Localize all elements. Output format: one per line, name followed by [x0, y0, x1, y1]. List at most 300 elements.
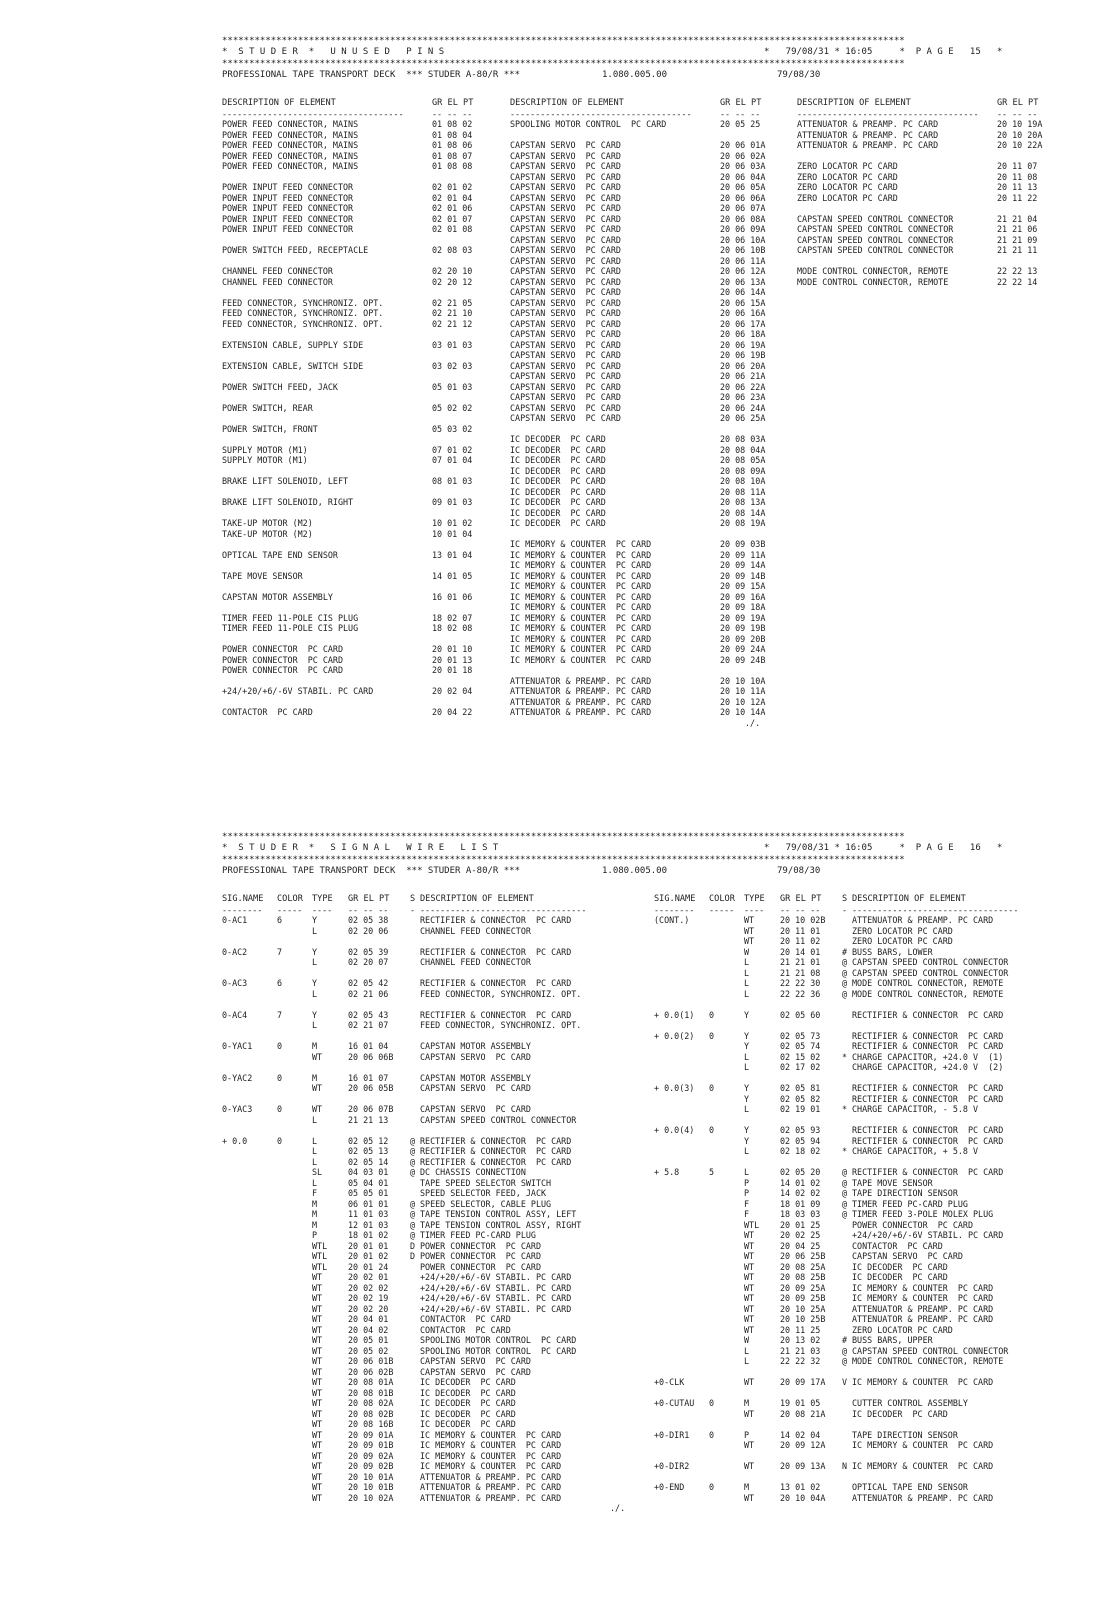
wire-row [654, 999, 1104, 1010]
pin-row [510, 497, 790, 508]
element-description: IC MEMORY & COUNTER PC CARD [510, 602, 652, 612]
wire-type: WT [744, 1492, 755, 1503]
element-description: +24/+20/+6/-6V STABIL. PC CARD [420, 1282, 572, 1293]
pin-row [222, 592, 492, 603]
signal-name: 0-YAC1 [222, 1041, 253, 1051]
wire-type: M [312, 1209, 318, 1219]
wire-type: WT [312, 1492, 323, 1503]
element-description: TAPE MOVE SENSOR [852, 1177, 933, 1188]
element-description: CAPSTAN SPEED CONTROL CONNECTOR [852, 1345, 1009, 1356]
element-description: IC DECODER PC CARD [420, 1398, 516, 1408]
pin-row [222, 277, 492, 288]
wire-type: WT [312, 1356, 323, 1366]
wire-type: L [744, 1051, 750, 1062]
pin-row [510, 602, 790, 613]
wire-type: WT [312, 1303, 323, 1314]
group-element-pin: 05 01 03 [432, 381, 473, 392]
signal-name: +0-DIR2 [654, 1461, 690, 1471]
group-element-pin: 02 21 06 [348, 988, 389, 999]
pin-row [222, 245, 492, 256]
continued-row [510, 718, 790, 729]
element-description: IC DECODER PC CARD [510, 476, 606, 486]
group-element-pin: 16 01 04 [348, 1041, 389, 1051]
pin-row [797, 266, 1097, 277]
wire-row [222, 1304, 672, 1315]
element-description: IC DECODER PC CARD [510, 444, 606, 455]
element-description: RECTIFIER & CONNECTOR PC CARD [852, 1125, 1004, 1135]
group-element-pin: 20 06 01A [720, 140, 766, 150]
group-element-pin: 02 05 42 [348, 978, 389, 988]
header-s: S [842, 894, 848, 904]
element-description: IC MEMORY & COUNTER PC CARD [510, 549, 652, 560]
element-description: IC DECODER PC CARD [420, 1419, 516, 1429]
element-description: CAPSTAN SERVO PC CARD [510, 182, 621, 192]
wire-row [222, 1251, 672, 1262]
signal-name: + 0.0(4) [654, 1125, 695, 1135]
wire-row [654, 1188, 1104, 1199]
pin-row [510, 245, 790, 256]
group-element-pin: 20 04 02 [348, 1324, 389, 1335]
element-description: IC MEMORY & COUNTER PC CARD [510, 581, 652, 591]
group-element-pin: 20 09 03B [720, 539, 766, 549]
element-description: CONTACTOR PC CARD [420, 1314, 511, 1324]
element-description: RECTIFIER & CONNECTOR PC CARD [852, 1167, 1004, 1177]
group-element-pin: 20 08 25A [780, 1261, 826, 1272]
group-element-pin: 20 04 22 [432, 707, 473, 717]
group-element-pin: 20 08 01A [348, 1377, 394, 1387]
group-element-pin: 20 06 19B [720, 350, 766, 360]
element-description: IC DECODER PC CARD [420, 1408, 516, 1419]
element-description: SPOOLING MOTOR CONTROL PC CARD [420, 1345, 577, 1356]
pin-row [510, 382, 790, 393]
element-description: IC DECODER PC CARD [510, 518, 606, 528]
element-description: CAPSTAN SPEED CONTROL CONNECTOR [797, 245, 954, 255]
group-element-pin: 01 08 07 [432, 150, 473, 161]
header-rule: ---- [312, 904, 333, 915]
page-stamp: * 79/08/31 * 16:05 * P A G E 15 * [764, 47, 1003, 57]
column-header [797, 98, 1097, 109]
group-element-pin: 20 11 07 [997, 161, 1038, 171]
header-description: DESCRIPTION OF ELEMENT [420, 894, 534, 904]
wire-type: Y [312, 978, 318, 988]
group-element-pin: 04 03 01 [348, 1167, 389, 1177]
element-description: CAPSTAN SERVO PC CARD [510, 381, 621, 392]
continued-mark: ./. [745, 717, 761, 728]
group-element-pin: 20 06 07B [348, 1104, 394, 1114]
signal-name: +0-CLK [654, 1377, 685, 1387]
group-element-pin: 20 11 25 [780, 1324, 821, 1335]
group-element-pin: 20 01 24 [348, 1261, 389, 1272]
group-element-pin: 20 06 10B [720, 245, 766, 255]
group-element-pin: 22 22 36 [780, 988, 821, 999]
wire-row [654, 1146, 1104, 1157]
wire-type: WT [744, 1408, 755, 1419]
element-description: +24/+20/+6/-6V STABIL. PC CARD [420, 1293, 572, 1303]
wire-row [654, 1251, 1104, 1262]
element-description: RECTIFIER & CONNECTOR PC CARD [420, 1135, 572, 1146]
wire-row [222, 1031, 672, 1042]
pin-row [222, 256, 492, 267]
status-flag: @ [410, 1219, 416, 1230]
group-element-pin: 02 08 03 [432, 245, 473, 255]
signal-name: 0-AC1 [222, 915, 248, 925]
element-description: CAPSTAN SPEED CONTROL CONNECTOR [797, 234, 954, 245]
group-element-pin: 02 15 02 [780, 1051, 821, 1062]
document-date: 79/08/30 [777, 70, 821, 80]
page-stamp: * 79/08/31 * 16:05 * P A G E 16 * [764, 843, 1003, 853]
group-element-pin: 20 04 01 [348, 1314, 389, 1324]
star-border-bottom: ****************************************************************************************************************************** [222, 855, 905, 865]
element-description: ATTENUATOR & PREAMP. PC CARD [510, 696, 652, 707]
wire-type: L [744, 978, 750, 988]
group-element-pin: 02 21 07 [348, 1020, 389, 1030]
group-element-pin: 20 09 24B [720, 654, 766, 665]
pin-row [222, 476, 492, 487]
element-description: CONTACTOR PC CARD [420, 1324, 511, 1335]
pin-row [510, 424, 790, 435]
status-flag: @ [410, 1156, 416, 1167]
wire-type: WT [312, 1324, 323, 1335]
element-description: EXTENSION CABLE, SUPPLY SIDE [222, 339, 364, 350]
element-description: IC MEMORY & COUNTER PC CARD [852, 1377, 994, 1387]
wire-type: WT [744, 1272, 755, 1282]
header-description: DESCRIPTION OF ELEMENT [852, 894, 966, 904]
element-description: CHARGE CAPACITOR, - 5.8 V [852, 1104, 979, 1114]
group-element-pin: 20 09 15A [720, 581, 766, 591]
pin-row [222, 655, 492, 666]
header-description: DESCRIPTION OF ELEMENT [510, 98, 624, 108]
pin-row [510, 119, 790, 130]
header-rule: ------------------------------------ [510, 108, 692, 119]
element-description: IC DECODER PC CARD [420, 1377, 516, 1387]
wire-type: WT [312, 1408, 323, 1419]
wire-type: F [744, 1198, 750, 1209]
group-element-pin: 05 04 01 [348, 1177, 389, 1188]
pin-row [510, 130, 790, 141]
wire-type: M [312, 1198, 318, 1209]
group-element-pin: 20 06 06B [348, 1051, 394, 1062]
wire-row [222, 1346, 672, 1357]
element-description: OPTICAL TAPE END SENSOR [222, 549, 338, 560]
wire-type: WT [744, 1230, 755, 1240]
pin-row [797, 140, 1097, 151]
wire-row [222, 1073, 672, 1084]
element-description: CAPSTAN SERVO PC CARD [510, 224, 621, 234]
wire-row [654, 1367, 1104, 1378]
element-description: IC MEMORY & COUNTER PC CARD [510, 644, 652, 654]
pin-row [222, 172, 492, 183]
wire-row [654, 926, 1104, 937]
pin-row [222, 130, 492, 141]
wire-row [222, 1388, 672, 1399]
group-element-pin: 02 01 06 [432, 203, 473, 213]
group-element-pin: 18 01 02 [348, 1230, 389, 1240]
wire-type: L [744, 967, 750, 978]
element-description: ZERO LOCATOR PC CARD [852, 1324, 953, 1335]
pin-row [222, 329, 492, 340]
star-border-bottom: ****************************************************************************************************************************** [222, 59, 905, 69]
group-element-pin: 20 08 01B [348, 1387, 394, 1398]
wire-row [222, 1062, 672, 1073]
element-description: BUSS BARS, UPPER [852, 1335, 933, 1345]
element-description: FEED CONNECTOR, SYNCHRONIZ. OPT. [420, 1020, 582, 1030]
element-description: CAPSTAN SERVO PC CARD [510, 392, 621, 402]
pin-row [222, 634, 492, 645]
wire-row [654, 1083, 1104, 1094]
pin-row [510, 350, 790, 361]
wire-row [654, 1346, 1104, 1357]
group-element-pin: 20 10 01B [348, 1482, 394, 1492]
element-description: CAPSTAN SERVO PC CARD [510, 161, 621, 171]
wire-type: WT [312, 1293, 323, 1303]
group-element-pin: 08 01 03 [432, 476, 473, 486]
element-description: POWER SWITCH, FRONT [222, 423, 318, 434]
pin-row [510, 707, 790, 718]
wire-row [654, 1482, 1104, 1493]
element-description: RECTIFIER & CONNECTOR PC CARD [852, 1041, 1004, 1051]
group-element-pin: 01 08 08 [432, 161, 473, 171]
element-description: TAKE-UP MOTOR (M2) [222, 528, 313, 539]
wire-type: Y [744, 1009, 750, 1020]
pin-row [510, 224, 790, 235]
element-description: IC DECODER PC CARD [852, 1261, 948, 1272]
status-flag: D [410, 1240, 416, 1251]
wire-row [222, 1409, 672, 1420]
header-gr-el-pt: GR EL PT [780, 894, 822, 904]
header-rule-row [797, 109, 1097, 120]
pin-row [222, 497, 492, 508]
pin-row [222, 214, 492, 225]
wire-row [654, 1493, 1104, 1504]
status-flag: @ [842, 1209, 848, 1219]
pin-row [222, 508, 492, 519]
pin-row [222, 571, 492, 582]
page-title: * S T U D E R * U N U S E D P I N S [222, 47, 445, 57]
group-element-pin: 20 08 02B [348, 1408, 394, 1419]
wire-row [654, 1304, 1104, 1315]
wire-row [222, 999, 672, 1010]
wire-row [222, 957, 672, 968]
group-element-pin: 20 10 02B [780, 915, 826, 925]
group-element-pin: 22 22 32 [780, 1356, 821, 1366]
pin-row [222, 382, 492, 393]
group-element-pin: 20 09 25B [780, 1293, 826, 1303]
group-element-pin: 02 01 08 [432, 224, 473, 234]
wire-type: Y [744, 1030, 750, 1041]
pin-row [222, 455, 492, 466]
element-description: SUPPLY MOTOR (M1) [222, 455, 308, 465]
group-element-pin: 20 04 25 [780, 1240, 821, 1251]
element-description: ZERO LOCATOR PC CARD [797, 171, 898, 182]
element-description: +24/+20/+6/-6V STABIL. PC CARD [852, 1230, 1004, 1240]
wire-type: WT [312, 1387, 323, 1398]
element-description: RECTIFIER & CONNECTOR PC CARD [852, 1009, 1004, 1020]
group-element-pin: 02 05 73 [780, 1030, 821, 1041]
wire-row [654, 1052, 1104, 1063]
group-element-pin: 20 08 16B [348, 1419, 394, 1429]
pin-row [510, 277, 790, 288]
page-15-unused-pins [222, 36, 1104, 728]
wire-row [222, 1104, 672, 1115]
group-element-pin: 20 06 07A [720, 203, 766, 213]
element-description: TAPE TENSION CONTROL ASSY, RIGHT [420, 1219, 582, 1230]
signal-name: 0-AC3 [222, 978, 248, 988]
pin-row [797, 119, 1097, 130]
header-rule: ------------------------------------ [222, 108, 404, 119]
element-description: ZERO LOCATOR PC CARD [797, 192, 898, 203]
wire-row [654, 1178, 1104, 1189]
wire-color: 0 [277, 1041, 283, 1051]
pin-row [222, 403, 492, 414]
wire-color: 0 [709, 1125, 715, 1135]
signal-name: 0-AC2 [222, 946, 248, 957]
pin-row [222, 434, 492, 445]
group-element-pin: 20 06 08A [720, 213, 766, 224]
element-description: IC MEMORY & COUNTER PC CARD [510, 560, 652, 570]
group-element-pin: 20 08 11A [720, 486, 766, 497]
group-element-pin: 21 21 06 [997, 224, 1038, 234]
signal-name: +0-END [654, 1482, 685, 1492]
status-flag: V [842, 1377, 848, 1387]
wire-row [654, 1041, 1104, 1052]
group-element-pin: 20 09 01B [348, 1440, 394, 1450]
pin-row [222, 518, 492, 529]
header-gr-el-pt: GR EL PT [997, 98, 1039, 108]
wire-type: L [744, 1104, 750, 1114]
pin-row [510, 466, 790, 477]
group-element-pin: 02 05 94 [780, 1135, 821, 1146]
wire-list-right [654, 894, 1104, 1503]
group-element-pin: 20 06 05B [348, 1083, 394, 1093]
wire-row [222, 1167, 672, 1178]
pin-row [510, 434, 790, 445]
wire-row [222, 1157, 672, 1168]
group-element-pin: 20 01 13 [432, 654, 473, 665]
continued-mark: ./. [610, 1503, 626, 1513]
header-rule: -- -- -- [997, 108, 1038, 119]
wire-type: WT [312, 1282, 323, 1293]
element-description: CAPSTAN SERVO PC CARD [510, 203, 621, 213]
status-flag: @ [410, 1146, 416, 1156]
wire-color: 5 [709, 1167, 715, 1177]
continued-row [222, 1503, 672, 1514]
element-description: IC MEMORY & COUNTER PC CARD [852, 1282, 994, 1293]
wire-type: WT [312, 1429, 323, 1440]
wire-row [222, 1010, 672, 1021]
wire-color: 0 [709, 1398, 715, 1408]
pin-row [510, 550, 790, 561]
element-description: MODE CONTROL CONNECTOR, REMOTE [852, 978, 1004, 988]
group-element-pin: 20 02 25 [780, 1230, 821, 1240]
wire-row [222, 1293, 672, 1304]
group-element-pin: 02 05 38 [348, 915, 389, 925]
pin-row [222, 466, 492, 477]
group-element-pin: 20 09 19A [720, 612, 766, 623]
element-description: ATTENUATOR & PREAMP. PC CARD [420, 1471, 562, 1482]
group-element-pin: 20 09 19B [720, 623, 766, 633]
pin-row [222, 371, 492, 382]
element-description: CAPSTAN SERVO PC CARD [510, 402, 621, 413]
element-description: IC DECODER PC CARD [852, 1272, 948, 1282]
wire-row [222, 1283, 672, 1294]
wire-row [654, 1461, 1104, 1472]
header-rule: ----- [709, 904, 735, 915]
wire-type: L [312, 1135, 318, 1146]
group-element-pin: 20 13 02 [780, 1335, 821, 1345]
group-element-pin: 20 06 04A [720, 171, 766, 182]
group-element-pin: 16 01 06 [432, 591, 473, 602]
wire-row [222, 1482, 672, 1493]
pin-row [797, 214, 1097, 225]
element-description: IC DECODER PC CARD [420, 1387, 516, 1398]
group-element-pin: 20 08 09A [720, 465, 766, 476]
group-element-pin: 20 01 10 [432, 644, 473, 654]
pin-row [510, 676, 790, 687]
pin-row [510, 151, 790, 162]
element-description: CAPSTAN SERVO PC CARD [510, 297, 621, 308]
group-element-pin: 20 02 02 [348, 1282, 389, 1293]
wire-row [222, 989, 672, 1000]
wire-type: WT [312, 1461, 323, 1471]
header-signal-name: SIG.NAME [222, 894, 264, 904]
pin-row [510, 613, 790, 624]
element-description: ATTENUATOR & PREAMP. PC CARD [852, 915, 994, 925]
group-element-pin: 03 02 03 [432, 360, 473, 371]
element-description: CAPSTAN SERVO PC CARD [510, 140, 621, 150]
signal-name: +0-DIR1 [654, 1429, 690, 1440]
status-flag: @ [410, 1230, 416, 1240]
pin-row [510, 182, 790, 193]
group-element-pin: 20 06 24A [720, 402, 766, 413]
group-element-pin: 21 21 11 [997, 245, 1038, 255]
wire-color: 0 [277, 1072, 283, 1083]
header-s: S [410, 894, 416, 904]
group-element-pin: 22 22 30 [780, 978, 821, 988]
status-flag: * [842, 1146, 848, 1156]
wire-row [654, 1335, 1104, 1346]
group-element-pin: 01 08 02 [432, 119, 473, 129]
element-description: POWER CONNECTOR PC CARD [420, 1240, 542, 1251]
group-element-pin: 20 09 12A [780, 1440, 826, 1450]
element-description: RECTIFIER & CONNECTOR PC CARD [420, 946, 572, 957]
element-description: IC MEMORY & COUNTER PC CARD [510, 539, 652, 549]
wire-row [222, 915, 672, 926]
group-element-pin: 20 09 14B [720, 570, 766, 581]
element-description: FEED CONNECTOR, SYNCHRONIZ. OPT. [222, 297, 384, 308]
pin-row [222, 203, 492, 214]
wire-row [654, 978, 1104, 989]
wire-type: M [744, 1398, 750, 1408]
signal-name: 0-YAC3 [222, 1104, 253, 1114]
pin-row [222, 119, 492, 130]
wire-row [654, 1062, 1104, 1073]
wire-type: W [744, 946, 750, 957]
column-header [510, 98, 790, 109]
wire-type: WTL [312, 1261, 328, 1272]
header-gr-el-pt: GR EL PT [348, 894, 390, 904]
element-description: CAPSTAN SERVO PC CARD [420, 1083, 531, 1093]
wire-type: WT [312, 1272, 323, 1282]
header-signal-name: SIG.NAME [654, 894, 696, 904]
group-element-pin: 20 05 02 [348, 1345, 389, 1356]
group-element-pin: 20 11 13 [997, 182, 1038, 192]
wire-color: 6 [277, 915, 283, 925]
element-description: CAPSTAN SERVO PC CARD [510, 213, 621, 224]
wire-row [222, 1178, 672, 1189]
group-element-pin: 20 08 04A [720, 444, 766, 455]
group-element-pin: 20 06 21A [720, 371, 766, 381]
pin-row [510, 571, 790, 582]
